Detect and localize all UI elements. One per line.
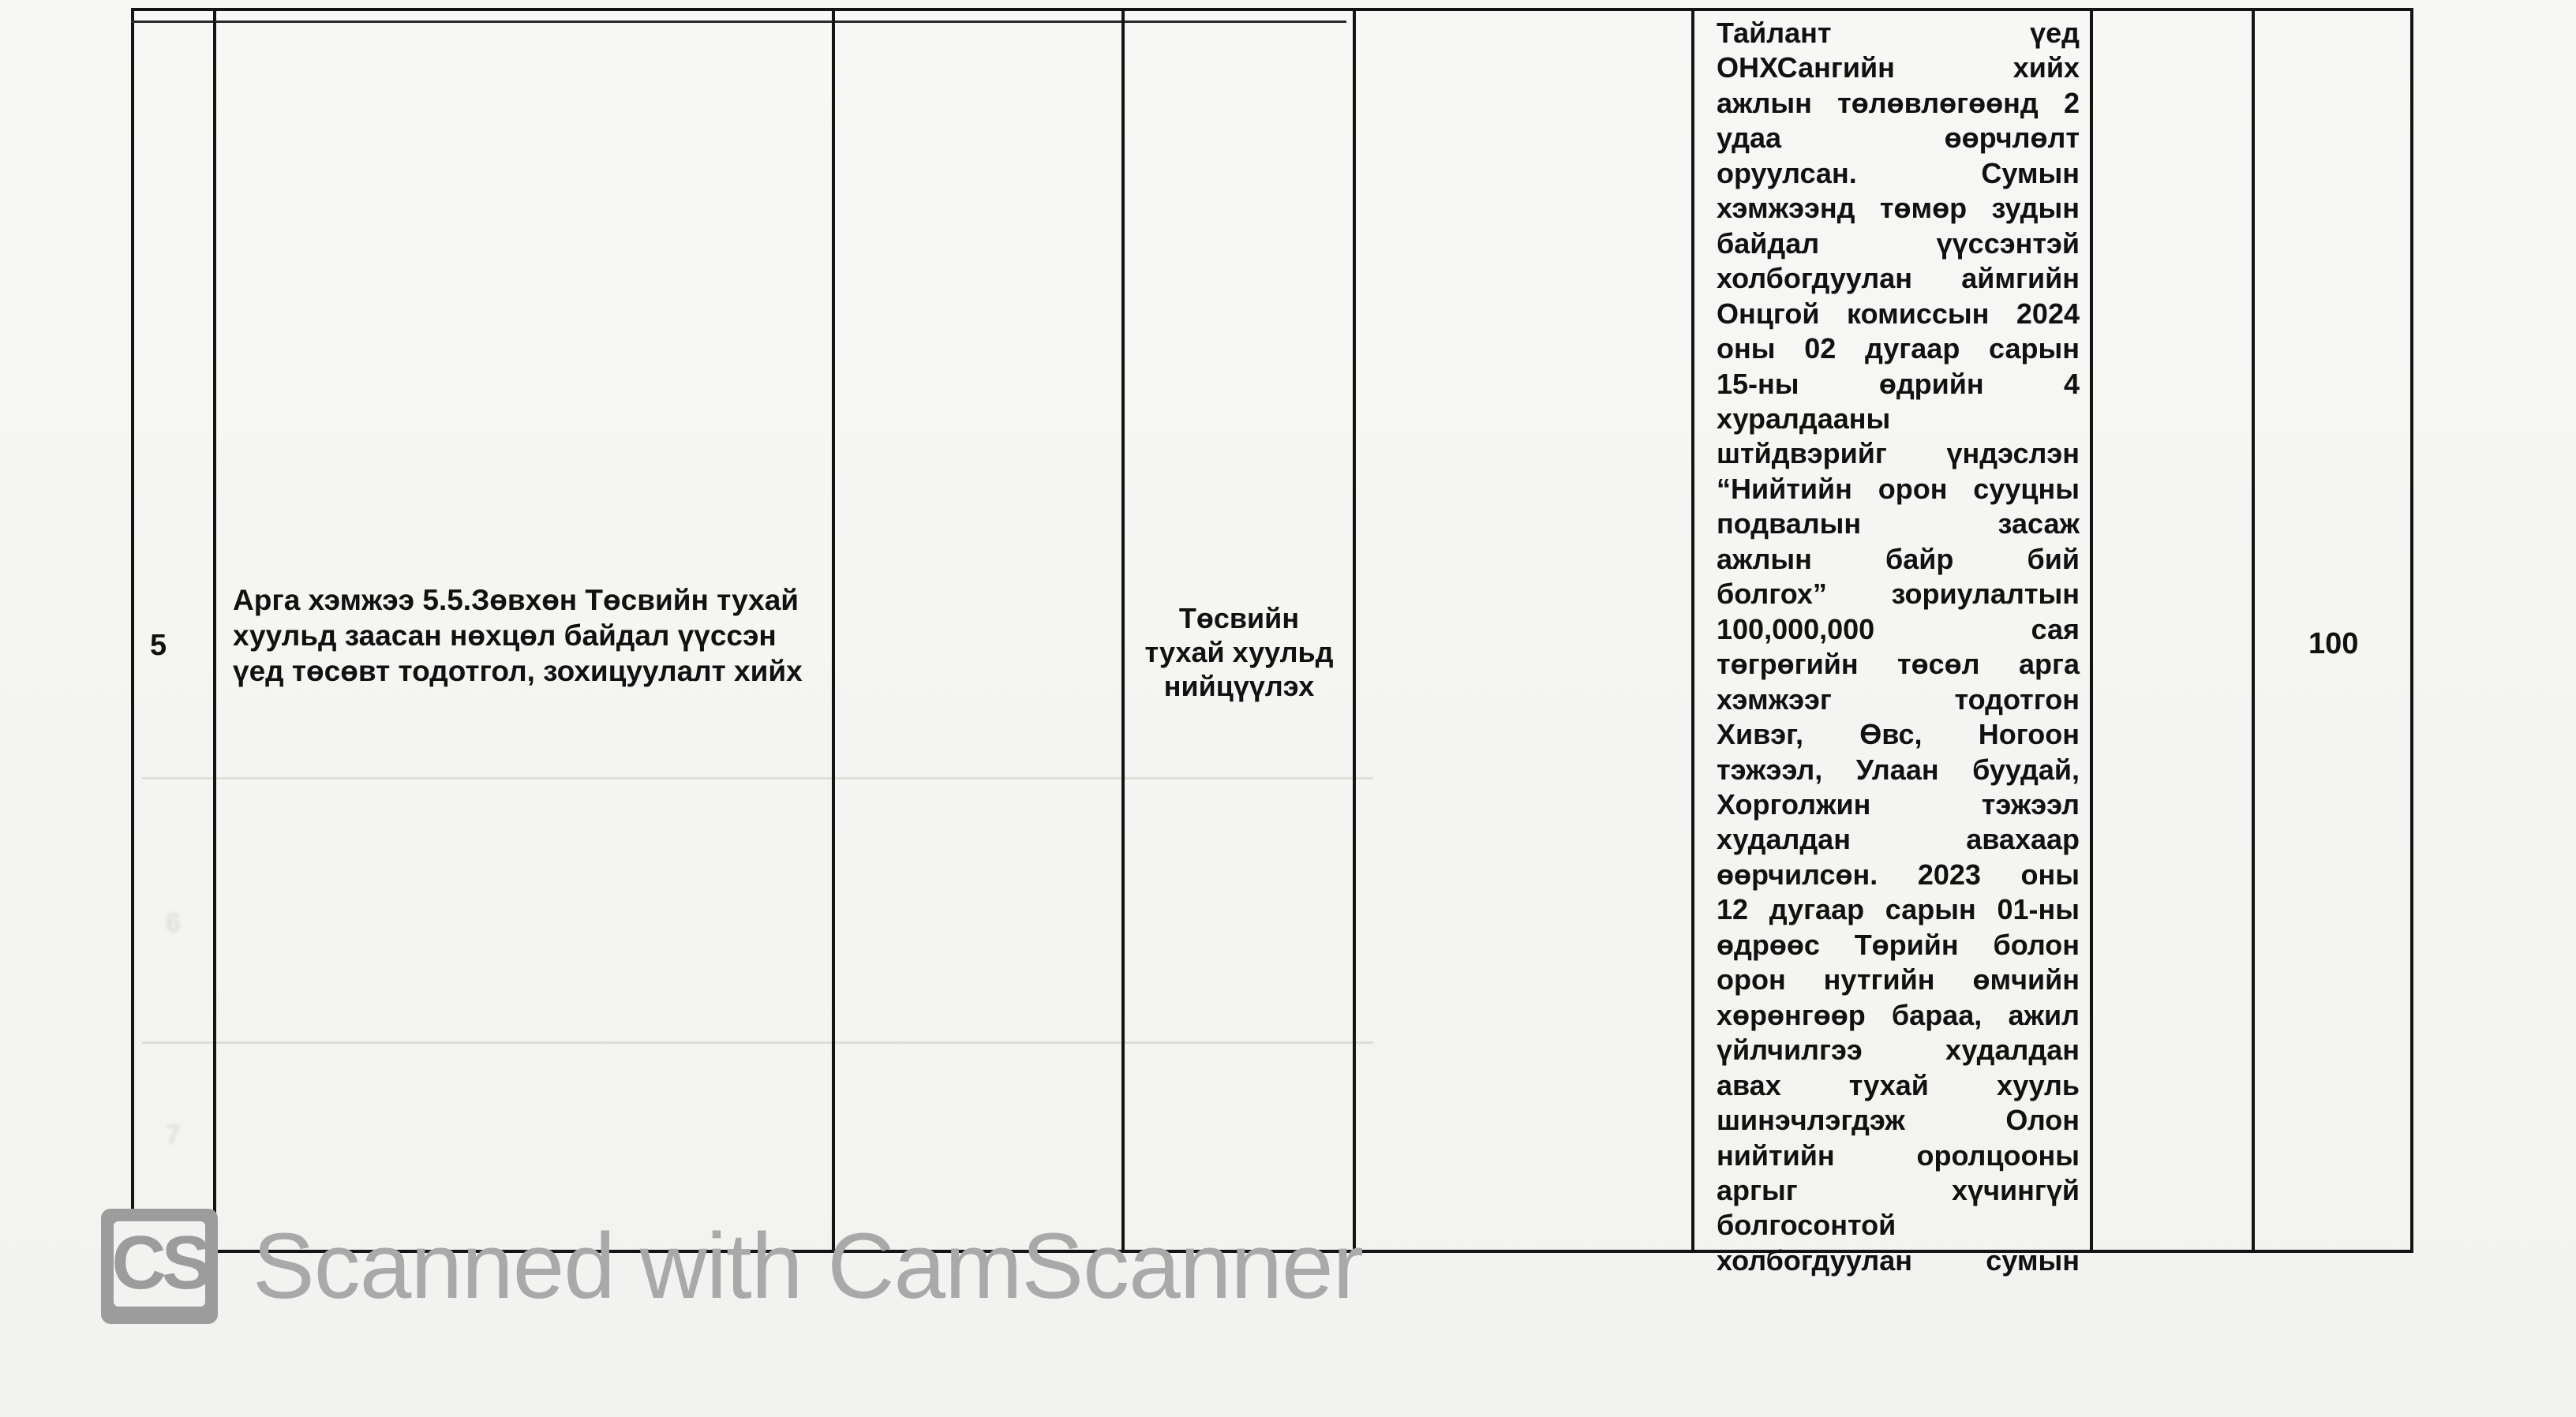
column-divider bbox=[1691, 8, 1694, 1253]
report-line: орон нутгийн өмчийн bbox=[1717, 963, 2080, 996]
measure-line: Арга хэмжээ 5.5.Зөвхөн Төсвийн тухай bbox=[233, 584, 799, 616]
report-line: Тайлант үед bbox=[1717, 17, 2080, 49]
law-line: тухай хуульд bbox=[1144, 636, 1334, 669]
report-line: төгрөгийн төсөл арга bbox=[1717, 648, 2080, 681]
row-number: 5 bbox=[150, 629, 167, 662]
report-line: ажлын байр бий bbox=[1717, 542, 2080, 575]
report-cell bbox=[1717, 16, 2080, 1278]
watermark-text: Scanned with CamScanner bbox=[253, 1214, 1363, 1318]
report-line: үйлчилгээ худалдан bbox=[1717, 1034, 2080, 1067]
law-line: Төсвийн bbox=[1178, 602, 1300, 634]
report-line: авах тухай хууль bbox=[1717, 1068, 2080, 1101]
report-line: шинэчлэгдэж Олон bbox=[1717, 1104, 2080, 1137]
column-divider bbox=[213, 8, 216, 1253]
report-line: 12 дугаар сарын 01-ны bbox=[1717, 893, 2080, 926]
report-line: байдал үүссэнтэй bbox=[1717, 226, 2080, 260]
camscanner-watermark bbox=[101, 1209, 1363, 1324]
report-line: өдрөөс Төрийн болон bbox=[1717, 928, 2080, 961]
report-line: штйдвэрийг үндэслэн bbox=[1717, 437, 2080, 470]
report-line: холбогдуулан сумын bbox=[1717, 1243, 2080, 1277]
report-line: Хивэг, Өвс, Ногоон bbox=[1717, 718, 2080, 751]
report-line: Онцгой комиссын 2024 bbox=[1717, 297, 2080, 330]
report-line: нийтийн оролцооны bbox=[1717, 1138, 2080, 1172]
report-line: оны 02 дугаар сарын bbox=[1717, 332, 2080, 365]
score-cell: 100 bbox=[2308, 627, 2359, 660]
row-top-border bbox=[131, 21, 1346, 23]
report-line: тэжээл, Улаан буудай, bbox=[1717, 753, 2080, 786]
report-line: удаа өөрчлөлт bbox=[1717, 122, 2080, 155]
report-line: болгох” зориулалтын bbox=[1717, 578, 2080, 611]
report-line: аргыг хүчингүй bbox=[1717, 1173, 2080, 1206]
bleed-through-row-number: 6 bbox=[166, 908, 181, 938]
report-line: подвалын засаж bbox=[1717, 507, 2080, 540]
report-line: хөрөнгөөр бараа, ажил bbox=[1717, 998, 2080, 1031]
report-line: ажлын төлөвлөгөөнд 2 bbox=[1717, 86, 2080, 119]
bleed-through-row-number: 7 bbox=[166, 1120, 181, 1150]
report-line: болгосонтой bbox=[1717, 1209, 1896, 1242]
report-line: Хорголжин тэжээл bbox=[1717, 787, 2080, 821]
report-line: худалдан авахаар bbox=[1717, 823, 2080, 856]
column-divider bbox=[2252, 8, 2255, 1253]
report-line: оруулсан. Сумын bbox=[1717, 156, 2080, 189]
column-divider bbox=[2090, 8, 2093, 1253]
measure-cell bbox=[233, 582, 833, 689]
report-line: 100,000,000 сая bbox=[1717, 612, 2080, 645]
report-line: өөрчилсөн. 2023 оны bbox=[1717, 858, 2080, 891]
report-line: холбогдуулан аймгийн bbox=[1717, 262, 2080, 295]
report-line: 15-ны өдрийн 4 bbox=[1717, 367, 2080, 400]
measure-line: хуульд заасан нөхцөл байдал үүссэн bbox=[233, 619, 777, 652]
camscanner-logo-icon bbox=[101, 1209, 218, 1324]
law-alignment-cell bbox=[1125, 601, 1354, 704]
report-line: “Нийтийн орон сууцны bbox=[1717, 472, 2080, 505]
report-line: хэмжээг тодотгон bbox=[1717, 682, 2080, 716]
report-line: хуралдааны bbox=[1717, 402, 1891, 435]
measure-line: үед төсөвт тодотгол, зохицуулалт хийх bbox=[233, 655, 803, 688]
report-line: хэмжээнд төмөр зудын bbox=[1717, 192, 2080, 225]
law-line: нийцүүлэх bbox=[1163, 670, 1315, 703]
report-line: ОНХСангийн хийх bbox=[1717, 51, 2080, 84]
logo-text: CS bbox=[111, 1221, 208, 1305]
